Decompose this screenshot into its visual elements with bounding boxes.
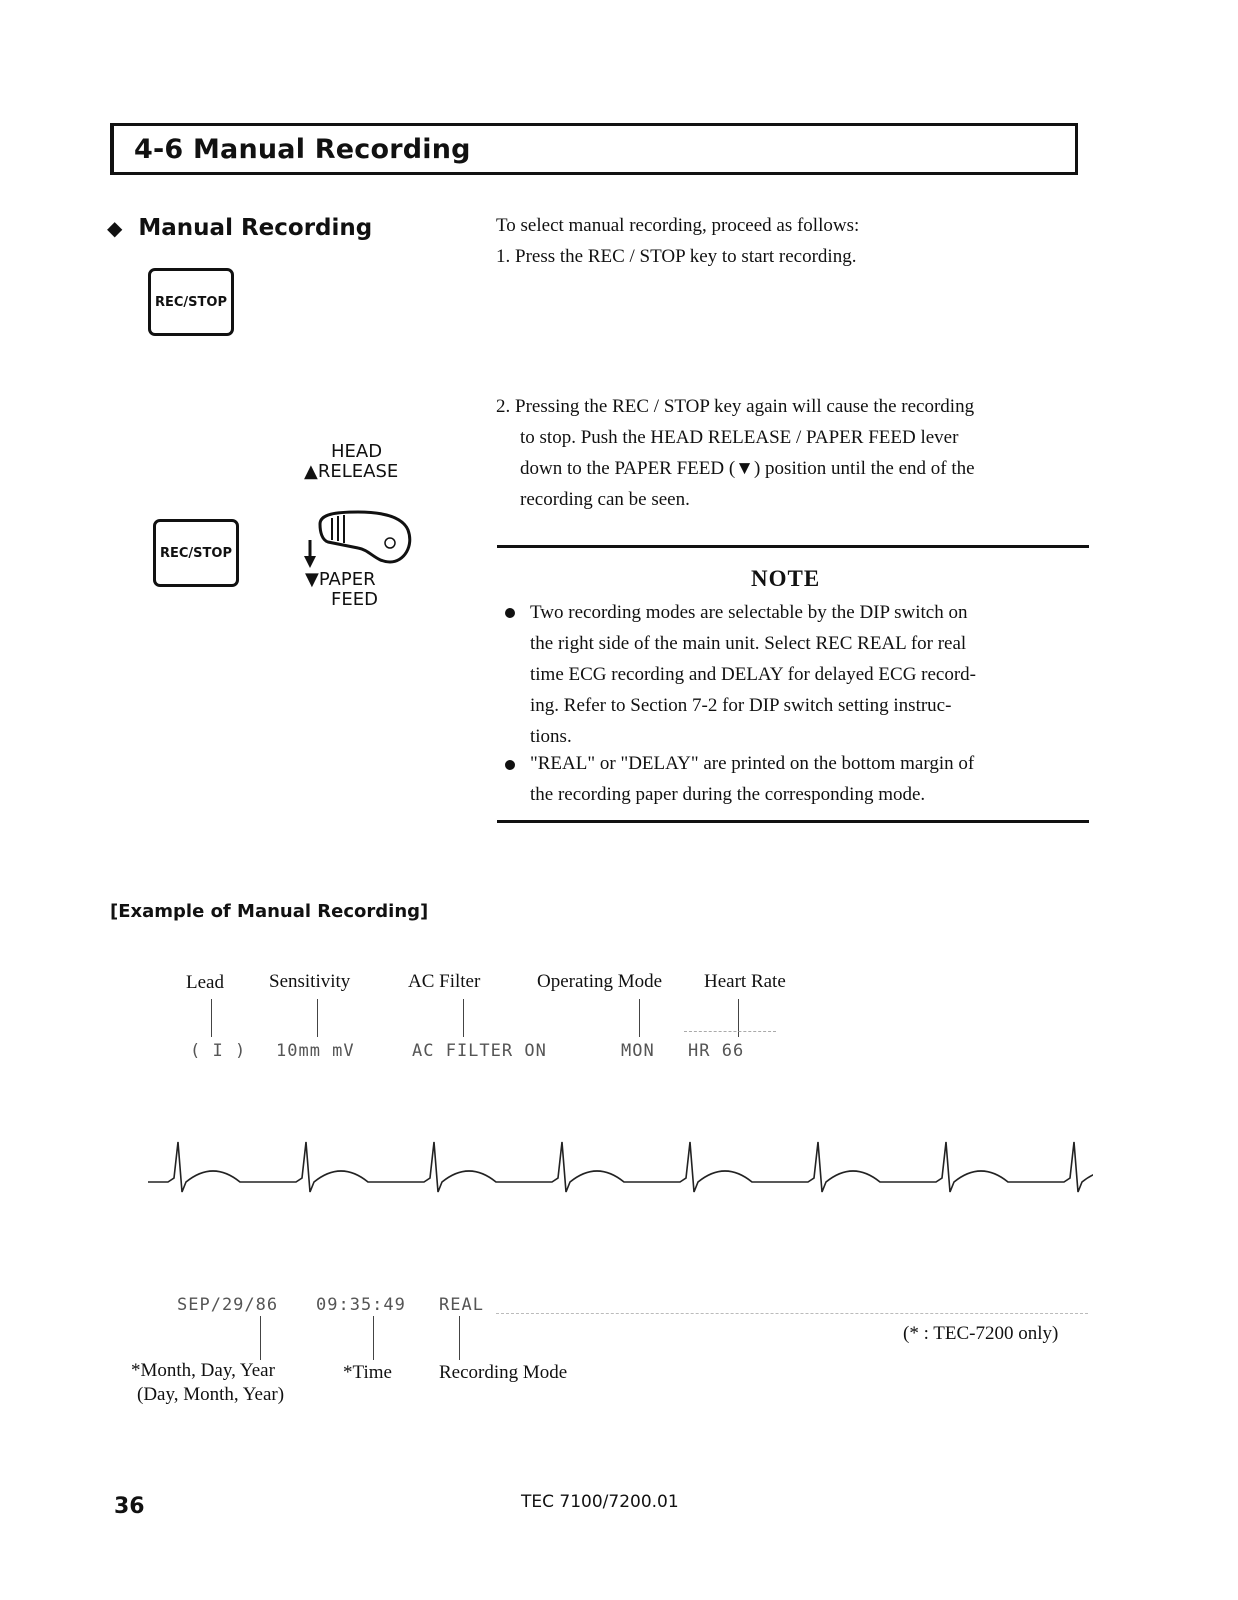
note-bottom-rule	[497, 820, 1089, 823]
bullet-icon	[505, 608, 515, 618]
footnote: (* : TEC-7200 only)	[903, 1323, 1059, 1344]
step2-line: to stop. Push the HEAD RELEASE / PAPER FEED lever	[520, 427, 959, 448]
note-bullet-2	[530, 748, 1090, 810]
printout-bottom-line	[496, 1313, 1088, 1314]
note-line: Two recording modes are selectable by the DIP switch on	[530, 602, 968, 623]
label-ac-filter: AC Filter	[408, 971, 481, 992]
subsection-heading	[107, 215, 372, 241]
label-heart-rate: Heart Rate	[704, 971, 786, 992]
label-recording-mode: Recording Mode	[439, 1362, 568, 1383]
label-time: *Time	[343, 1362, 392, 1383]
connector-line	[463, 999, 464, 1037]
connector-line	[211, 999, 212, 1037]
paper-feed-label	[305, 569, 376, 590]
ecg-path	[148, 1142, 1093, 1192]
bullet-icon	[505, 760, 515, 770]
document-id: TEC 7100/7200.01	[521, 1492, 679, 1512]
page-number: 36	[114, 1494, 145, 1519]
connector-line	[459, 1316, 460, 1360]
note-line: "REAL" or "DELAY" are printed on the bottom margin of	[530, 753, 975, 774]
connector-line	[373, 1316, 374, 1360]
print-sensitivity: 10mm mV	[276, 1041, 355, 1061]
rec-stop-key-2	[153, 519, 239, 587]
note-line: ing. Refer to Section 7-2 for DIP switch setting instruc-	[530, 695, 952, 716]
print-ac-filter: AC FILTER ON	[412, 1041, 547, 1061]
label-month-day-year: *Month, Day, Year	[131, 1360, 275, 1381]
connector-line	[260, 1316, 261, 1360]
rec-stop-key-label-2: REC/STOP	[160, 545, 232, 561]
print-recording-mode: REAL	[439, 1295, 484, 1315]
connector-line	[639, 999, 640, 1037]
note-title: NOTE	[751, 566, 821, 591]
connector-line	[317, 999, 318, 1037]
instructions-step2	[496, 391, 1086, 515]
label-sensitivity: Sensitivity	[269, 971, 351, 992]
paper-label: PAPER	[318, 569, 376, 590]
section-title: 4-6 Manual Recording	[134, 134, 471, 165]
note-bullet-1	[530, 597, 1090, 752]
label-day-month-year: (Day, Month, Year)	[137, 1384, 285, 1405]
label-operating-mode: Operating Mode	[537, 971, 663, 992]
rec-stop-key	[148, 268, 234, 336]
ecg-trace	[148, 1130, 1093, 1210]
diamond-icon: ◆	[107, 218, 123, 240]
label-lead: Lead	[186, 972, 224, 993]
print-time: 09:35:49	[316, 1295, 406, 1315]
head-release-label-2	[304, 461, 398, 482]
head-release-label	[331, 441, 382, 462]
note-line: tions.	[530, 726, 572, 747]
note-line: the recording paper during the corresponding mode.	[530, 784, 926, 805]
step2-line: down to the PAPER FEED (▼) position until the end of the	[520, 458, 975, 479]
section-header	[110, 123, 1078, 175]
step2-line: 2. Pressing the REC / STOP key again will cause the recording	[496, 396, 975, 417]
lever-icon	[298, 510, 418, 574]
print-lead: ( I )	[190, 1041, 247, 1061]
print-date: SEP/29/86	[177, 1295, 279, 1315]
instructions-step1: 1. Press the REC / STOP key to start recording.	[496, 246, 857, 267]
subsection-title: Manual Recording	[138, 215, 373, 241]
rec-stop-key-label: REC/STOP	[155, 294, 227, 310]
printout-margin-line	[684, 1031, 776, 1032]
step2-line: recording can be seen.	[520, 489, 690, 510]
instructions-intro: To select manual recording, proceed as follows:	[496, 215, 860, 236]
note-top-rule	[497, 545, 1089, 548]
note-line: time ECG recording and DELAY for delayed ECG record-	[530, 664, 977, 685]
ecg-waveform	[148, 1142, 1093, 1192]
print-mode: MON	[621, 1041, 655, 1061]
print-heart-rate: HR 66	[688, 1041, 745, 1061]
triangle-down-icon: ▼	[305, 569, 319, 590]
head-label: HEAD	[331, 441, 383, 462]
feed-label: FEED	[331, 589, 378, 610]
note-line: the right side of the main unit. Select REC REAL for real	[530, 633, 967, 654]
triangle-up-icon: ▲	[304, 461, 318, 482]
example-heading: [Example of Manual Recording]	[110, 901, 429, 922]
release-label: RELEASE	[317, 461, 399, 482]
